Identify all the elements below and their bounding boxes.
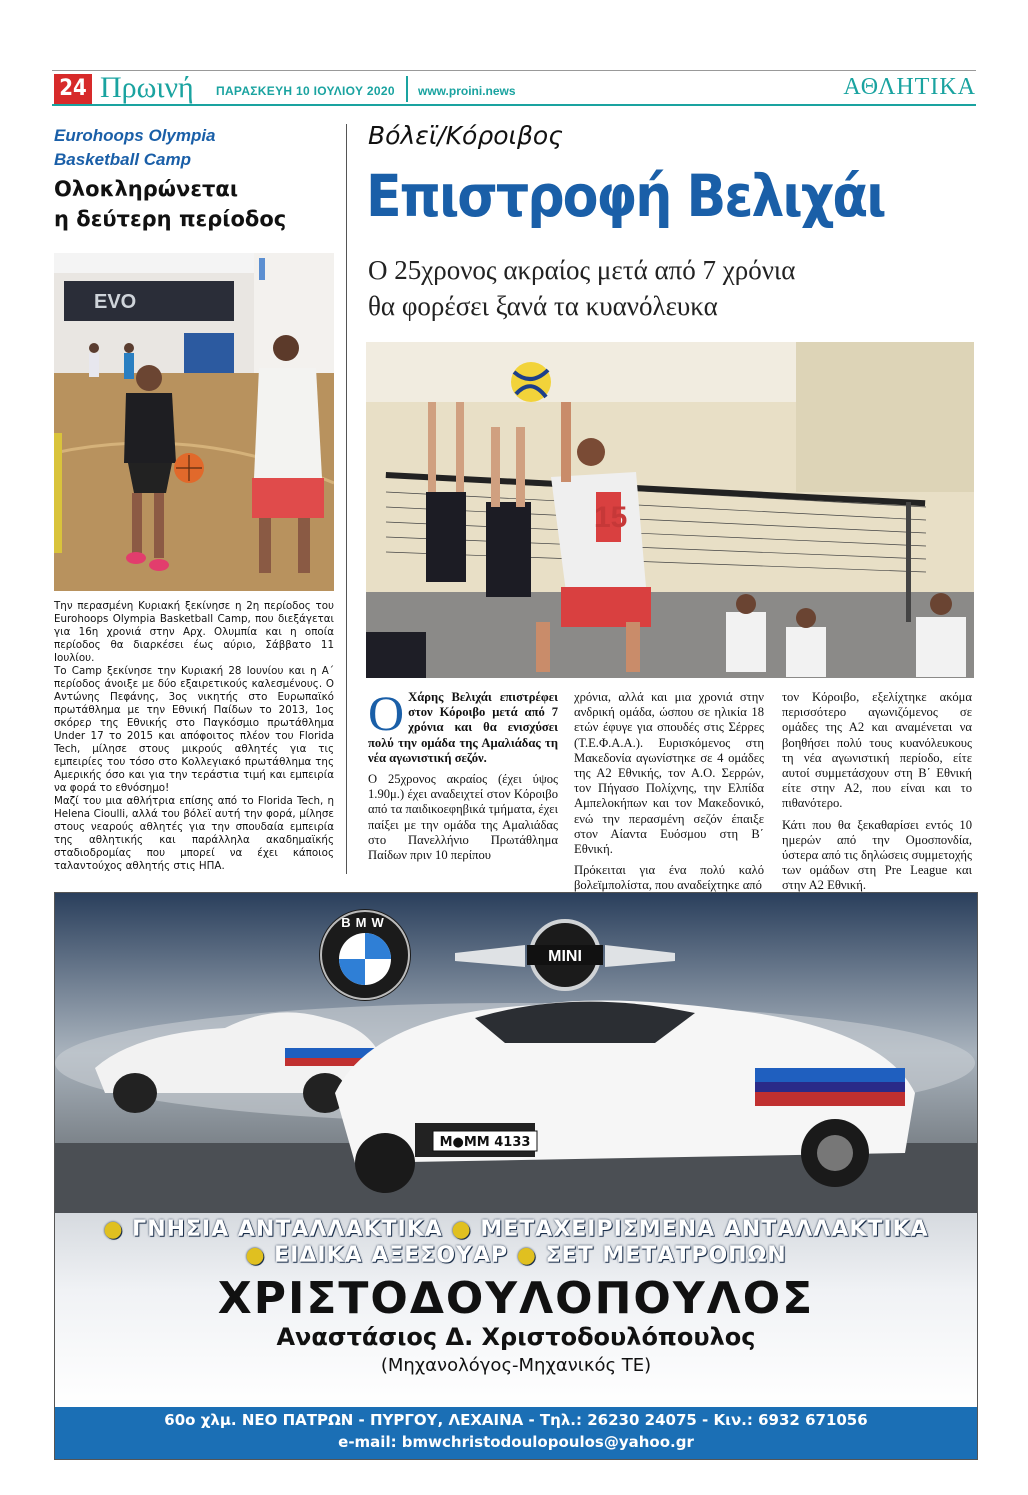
text-column-2 bbox=[574, 690, 764, 900]
website-link[interactable]: www.proini.news bbox=[418, 84, 516, 98]
main-title: Επιστροφή Βελιχάι bbox=[366, 162, 885, 230]
bullet-icon: ● bbox=[516, 1243, 546, 1268]
bmw-logo-text: BMW bbox=[341, 915, 389, 930]
left-article-body bbox=[54, 600, 334, 873]
car-parts-advert bbox=[54, 892, 978, 1460]
volleyball-photo bbox=[366, 342, 974, 678]
advert-owner-name: Αναστάσιος Δ. Χριστοδουλόπουλος bbox=[276, 1323, 756, 1351]
left-kicker-line-2: Basketball Camp bbox=[54, 150, 191, 169]
bullet-icon: ● bbox=[245, 1243, 275, 1268]
page-number: 24 bbox=[54, 74, 92, 104]
photo-banner-text: EVO bbox=[94, 291, 137, 313]
advert-services-line-1 bbox=[55, 1217, 977, 1242]
advert-profession: (Μηχανολόγος-Μηχανικός ΤΕ) bbox=[380, 1355, 652, 1376]
advert-address-phone: 60ο χλμ. ΝΕΟ ΠΑΤΡΩΝ - ΠΥΡΓΟΥ, ΛΕΧΑΙΝΑ - Τηλ.: 26230 24075 - Κιν.: 6932 671056 bbox=[164, 1411, 868, 1429]
advert-services-line-2 bbox=[55, 1243, 977, 1268]
text-column-3 bbox=[782, 690, 972, 900]
main-subtitle-line-2: θα φορέσει ξανά τα κυανόλευκα bbox=[368, 291, 718, 321]
left-headline-line-1: Ολοκληρώνεται bbox=[54, 177, 239, 201]
left-kicker bbox=[54, 124, 334, 172]
left-kicker-line-1: Eurohoops Olympia bbox=[54, 126, 216, 145]
section-name: ΑΘΛΗΤΙΚΑ bbox=[843, 74, 976, 100]
service-used-parts: ΜΕΤΑΧΕΙΡΙΣΜΕΝΑ ΑΝΤΑΛΛΑΚΤΙΚΑ bbox=[480, 1217, 929, 1242]
article-paragraph: τον Κόροιβο, εξελίχτηκε ακόμα περισσότερο αγωνιζόμενος σε ομάδες της Α2 και αναμένεται να βοηθήσει πολύ τους κυανόλευκους τη νέα αγωνιστική περίοδο, είτε αυτοί συμμετάσχουν στη Β΄ Εθνική είτε στην Α2, που είναι και το πιθανότερο. bbox=[782, 690, 972, 811]
bullet-icon: ● bbox=[451, 1217, 481, 1242]
issue-date: ΠΑΡΑΣΚΕΥΗ 10 ΙΟΥΛΙΟΥ 2020 bbox=[216, 84, 395, 98]
left-paragraph: Μαζί του μια αθλήτρια επίσης από το Florida Tech, η Helena Cioulli, αλλά του βόλεϊ αυτή την φορά, μίλησε στους νεαρούς αθλητές για την σπουδαία εμπειρία της αθλητικής και παράλληλα ακαδημαϊκής σταδιοδρομίας που μπορεί να έχει κάποιος ταλαντούχος αθλητής στις ΗΠΑ. bbox=[54, 795, 334, 872]
service-conversion-kits: ΣΕΤ ΜΕΤΑΤΡΟΠΩΝ bbox=[545, 1243, 787, 1268]
header-separator bbox=[406, 76, 408, 102]
column-divider bbox=[346, 124, 347, 874]
newspaper-name: Πρωινή bbox=[100, 71, 194, 104]
basketball-camp-photo bbox=[54, 253, 334, 591]
article-paragraph: χρόνια, αλλά και μια χρονιά στην ανδρική ομάδα, ώσπου σε ηλικία 18 ετών έφυγε για σπουδές στις Σέρρες (Τ.Ε.Φ.Α.Α.). Ευρισκόμενος στη Μακεδονία αγωνίστηκε σε 4 ομάδες της Α2 Εθνικής, τον Α.Ο. Σερρών, τον Πήγασο Πολίχνης, την Ελπίδα Αμπελοκήπων και τον Μακεδονικό, ενώ την περασμένη σεζόν έπαιξε στον Αίαντα Ευόσμου στη Β΄ Εθνική. bbox=[574, 690, 764, 857]
header-rule bbox=[52, 104, 976, 106]
main-subtitle bbox=[368, 252, 974, 324]
mini-logo-text: MINI bbox=[548, 948, 582, 965]
left-paragraph: Την περασμένη Κυριακή ξεκίνησε η 2η περίοδος του Eurohoops Olympia Basketball Camp, που διεξάγεται για 16η χρονιά στην Αρχ. Ολυμπία και η οποία περίοδος θα διαρκέσει έως αύριο, Σάββατο 11 Ιουλίου. bbox=[54, 600, 334, 664]
main-kicker: Βόλεϊ/Κόροιβος bbox=[368, 121, 563, 150]
left-headline bbox=[54, 174, 344, 234]
jersey-number: 15 bbox=[594, 501, 628, 534]
left-paragraph: Το Camp ξεκίνησε την Κυριακή 28 Ιουνίου και η Α΄ περίοδος άνοιξε με δύο εξαιρετικούς καλεσμένους. Ο Αντώνης Πεφάνης, 3ος νικητής στο Ευρωπαϊκό πρωτάθλημα με την Εθνική Παίδων το 2013, 1ος σκόρερ της Εθνικής στο Παγκόσμιο πρωτάθλημα Under 17 το 2015 και απόφοιτος πλέον του Florida Tech, μίλησε στους μικρούς αθλητές για τις εμπειρίες του τόσο στο Κολλεγιακό πρωτάθλημα της Αμερικής όσο και για την τεράστια τιμή και εμπειρία να φορά το εθνόσημο! bbox=[54, 665, 334, 794]
text-column-1 bbox=[368, 685, 558, 869]
advert-cars-image bbox=[55, 893, 977, 1213]
bullet-icon: ● bbox=[103, 1217, 133, 1242]
article-paragraph: Πρόκειται για ένα πολύ καλό βολεϊμπολίστα, που αναδείχτηκε από bbox=[574, 863, 764, 893]
service-genuine-parts: ΓΝΗΣΙΑ ΑΝΤΑΛΛΑΚΤΙΚΑ bbox=[132, 1217, 443, 1242]
article-lead: Χάρης Βελιχάι επιστρέφει στον Κόροιβο μετά από 7 χρόνια και θα ενισχύσει πολύ την ομάδα της Αμαλιάδας τη νέα αγωνιστική σεζόν. bbox=[368, 690, 558, 765]
license-plate: M●MM 4133 bbox=[439, 1135, 531, 1150]
main-subtitle-line-1: Ο 25χρονος ακραίος μετά από 7 χρόνια bbox=[368, 255, 796, 285]
drop-cap: Ο bbox=[368, 685, 405, 741]
advert-company-name: ΧΡΙΣΤΟΔΟΥΛΟΠΟΥΛΟΣ bbox=[217, 1273, 815, 1324]
article-paragraph: Κάτι που θα ξεκαθαρίσει εντός 10 ημερών από την Ομοσπονδία, ύστερα από τις δηλώσεις συμμετοχής των ομάδων στη Pre League και στην Α2 Εθνική. bbox=[782, 817, 972, 893]
advert-email[interactable]: e-mail: bmwchristodoulopoulos@yahoo.gr bbox=[338, 1433, 694, 1451]
article-paragraph: Ο 25χρονος ακραίος (έχει ύψος 1.90μ.) έχει αναδειχτεί στον Κόροιβο από τα παιδικοεφηβικά τμήματα, έχει παίξει με την ομάδα της Αμαλιάδας στο Πανελλήνιο Πρωτάθλημα Παίδων πριν 10 περίπου bbox=[368, 772, 558, 863]
service-accessories: ΕΙΔΙΚΑ ΑΞΕΣΟΥΑΡ bbox=[274, 1243, 509, 1268]
left-headline-line-2: η δεύτερη περίοδος bbox=[54, 207, 287, 231]
